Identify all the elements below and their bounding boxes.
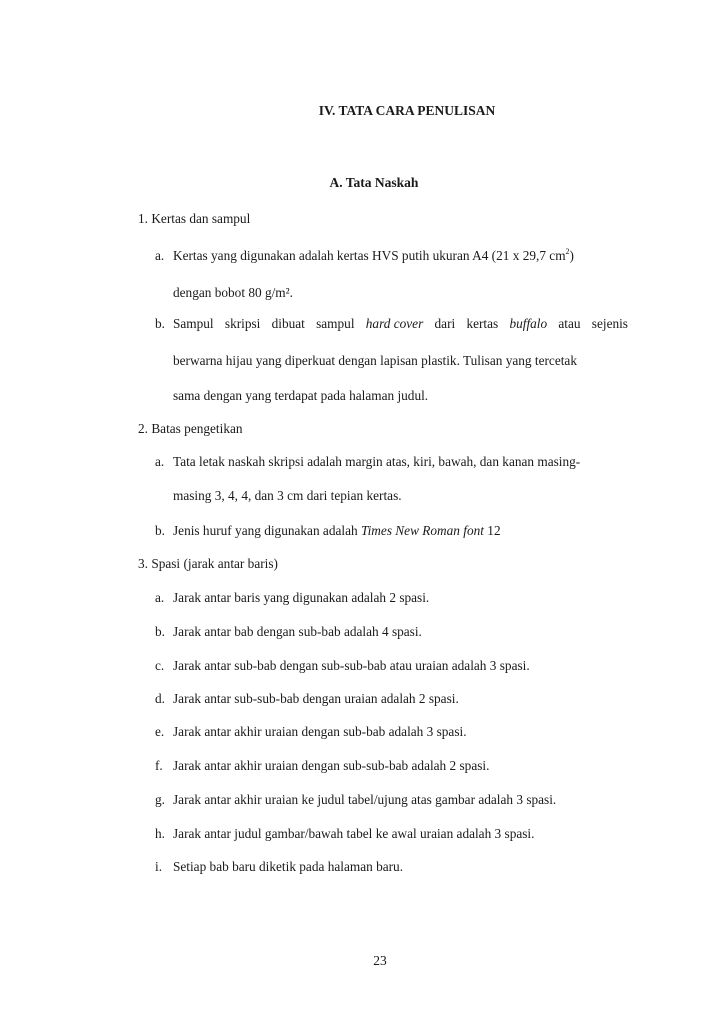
sub-item [155,624,422,640]
sub-item-text: Jarak antar akhir uraian dengan sub-bab adalah 3 spasi. [173,724,467,739]
sub-item-mark: a. [155,590,165,605]
sub-item-text: Kertas yang digunakan adalah kertas HVS putih ukuran A4 (21 x 29,7 cm [173,248,566,263]
sub-item-mark: b. [155,523,165,538]
superscript: 2 [565,247,570,256]
sub-item-text: Jarak antar bab dengan sub-bab adalah 4 spasi. [173,624,422,639]
sub-item [155,859,403,875]
italic-term: Times New Roman font [360,523,484,538]
sub-item [155,590,429,606]
list-item-heading [138,211,250,227]
section-title: A. Tata Naskah [329,175,419,190]
sub-item-text: Jarak antar sub-bab dengan sub-sub-bab atau uraian adalah 3 spasi. [173,658,530,673]
sub-item-text: Jarak antar sub-sub-bab dengan uraian adalah 2 spasi. [173,691,459,706]
sub-item-mark: b. [155,624,165,639]
sub-item-mark: f. [155,758,163,773]
sub-item-text: 12 [483,523,501,538]
item-label: Spasi (jarak antar baris) [151,556,278,571]
chapter-title: IV. TATA CARA PENULISAN [318,103,496,118]
sub-item [155,658,530,674]
sub-item-mark: h. [155,826,165,841]
item-number: 1. [138,211,148,226]
sub-item-mark: g. [155,792,165,807]
item-label: Batas pengetikan [151,421,243,436]
sub-item-text: Jarak antar akhir uraian dengan sub-sub-bab adalah 2 spasi. [173,758,490,773]
italic-term: buffalo [509,316,548,331]
list-item-heading [138,556,278,572]
sub-item-mark: a. [155,454,165,469]
word: atau [558,316,581,331]
sub-item-continuation: sama dengan yang terdapat pada halaman judul. [173,388,429,403]
sub-item-text: Jarak antar judul gambar/bawah tabel ke awal uraian adalah 3 spasi. [173,826,535,841]
sub-item [155,454,580,470]
sub-item-text: Jarak antar baris yang digunakan adalah 2 spasi. [173,590,430,605]
sub-item-continuation: berwarna hijau yang diperkuat dengan lapisan plastik. Tulisan yang tercetak [173,353,577,368]
italic-term: hard cover [365,316,424,331]
sub-item-text: Tata letak naskah skripsi adalah margin atas, kiri, bawah, dan kanan masing- [173,454,581,469]
word: dibuat [271,316,305,331]
page-number: 23 [373,953,387,968]
item-number: 2. [138,421,148,436]
word: dari [434,316,456,331]
word: Sampul [173,316,214,331]
sub-item [155,316,173,332]
item-number: 3. [138,556,148,571]
sub-item-mark: d. [155,691,165,706]
sub-item [155,758,489,774]
sub-item-mark: e. [155,724,165,739]
sub-item [155,826,534,842]
sub-item-continuation: dengan bobot 80 g/m². [173,285,293,300]
sub-item-mark: c. [155,658,165,673]
word: sejenis [591,316,628,331]
justified-line [173,316,628,332]
sub-item-text: Jenis huruf yang digunakan adalah [173,523,361,538]
sub-item [155,523,501,539]
word: sampul [316,316,355,331]
word: kertas [466,316,499,331]
sub-item-continuation: masing 3, 4, 4, dan 3 cm dari tepian kertas. [173,488,402,503]
sub-item [155,792,556,808]
sub-item [155,248,574,264]
sub-item [155,724,467,740]
sub-item-text: Jarak antar akhir uraian ke judul tabel/ujung atas gambar adalah 3 spasi. [173,792,557,807]
sub-item-mark: i. [155,859,163,874]
word: skripsi [224,316,261,331]
sub-item [155,691,459,707]
sub-item-text: ) [569,248,574,263]
sub-item-mark: b. [155,316,165,331]
item-label: Kertas dan sampul [151,211,251,226]
sub-item-text: Setiap bab baru diketik pada halaman baru. [173,859,404,874]
list-item-heading [138,421,243,437]
sub-item-mark: a. [155,248,165,263]
